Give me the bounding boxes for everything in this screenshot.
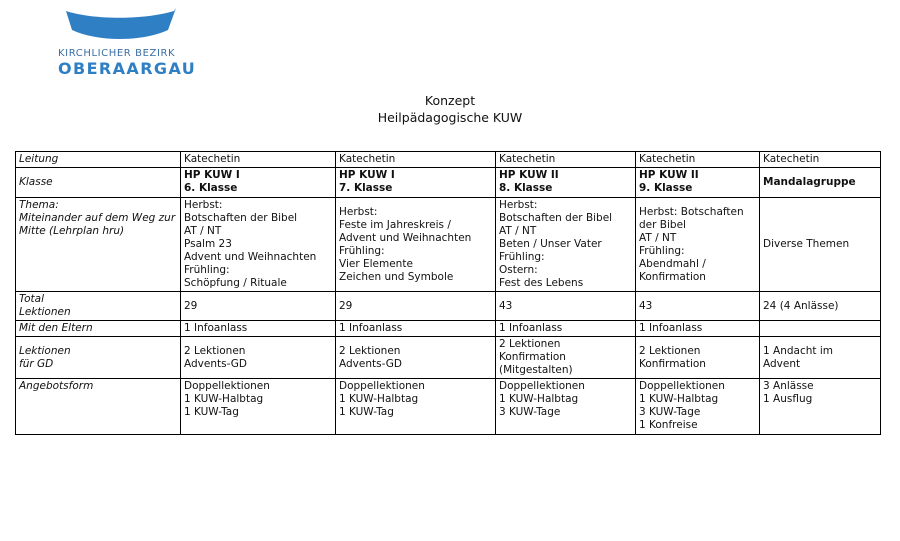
boat-logo-icon: [64, 8, 176, 42]
gd-line: 2 Lektionen: [184, 344, 246, 357]
thema-line: Zeichen und Symbole: [339, 270, 454, 283]
cell-klasse: [760, 168, 881, 198]
thema-line: Frühling:: [499, 251, 545, 263]
angebot-line: 1 KUW-Halbtag: [339, 393, 419, 405]
row-label-total: [16, 292, 181, 321]
row-label-eltern: Mit den Eltern: [16, 321, 181, 337]
thema-line: Vier Elemente: [339, 257, 413, 270]
cell-klasse: [496, 168, 636, 198]
thema-label: Thema:: [19, 199, 59, 211]
cell-eltern: 1 Infoanlass: [181, 321, 336, 337]
thema-line: Schöpfung / Rituale: [184, 277, 287, 289]
gd-line: 1 Andacht im: [763, 344, 833, 357]
angebot-line: Doppellektionen: [339, 380, 425, 392]
cell-eltern: [760, 321, 881, 337]
klasse-name: HP KUW I: [339, 169, 395, 181]
angebot-line: Doppellektionen: [184, 380, 270, 392]
thema-line: Herbst:: [339, 205, 378, 218]
thema-line: Diverse Themen: [763, 238, 850, 250]
cell-angebot: [181, 379, 336, 435]
angebot-line: 3 Anlässe: [763, 380, 814, 392]
thema-line: Fest des Lebens: [499, 277, 584, 289]
row-label-thema: [16, 198, 181, 292]
angebot-line: 1 KUW-Tag: [184, 406, 239, 418]
gd-line: Konfirmation: [639, 357, 706, 370]
cell-thema: [496, 198, 636, 292]
gd-line: Advent: [763, 357, 801, 370]
klasse-name: Mandalagruppe: [763, 176, 856, 188]
angebot-line: 3 KUW-Tage: [499, 406, 561, 418]
cell-thema: [760, 198, 881, 292]
gd-line: Konfirmation: [499, 351, 566, 363]
cell-gd: [336, 337, 496, 379]
cell-gd: [496, 337, 636, 379]
total-label: Total: [19, 293, 45, 305]
angebot-line: 1 Konfreise: [639, 419, 698, 431]
row-label-angebot: Angebotsform: [16, 379, 181, 435]
thema-line: AT / NT: [184, 225, 222, 237]
thema-line: Abendmahl /: [639, 257, 706, 270]
thema-description: Miteinander auf dem Weg zur Mitte (Lehrplan hru): [19, 212, 176, 237]
row-label-leitung: Leitung: [16, 152, 181, 168]
cell-eltern: 1 Infoanlass: [336, 321, 496, 337]
gd-line: 2 Lektionen: [339, 344, 401, 357]
thema-line: Frühling:: [639, 244, 685, 257]
document-title: Konzept: [424, 93, 476, 108]
cell-total: 43: [496, 292, 636, 321]
thema-line: Advent und Weihnachten: [339, 231, 472, 244]
cell-klasse: [636, 168, 760, 198]
row-angebot: [16, 379, 881, 435]
angebot-line: Doppellektionen: [639, 380, 725, 392]
cell-klasse: [336, 168, 496, 198]
row-eltern: [16, 321, 881, 337]
angebot-line: 1 KUW-Tag: [339, 406, 394, 418]
cell-total: 24 (4 Anlässe): [760, 292, 881, 321]
thema-line: Botschaften der Bibel: [184, 212, 298, 224]
gd-line: (Mitgestalten): [499, 364, 573, 376]
thema-line: der Bibel: [639, 218, 686, 231]
logo-text-line1: KIRCHLICHER BEZIRK: [58, 48, 176, 59]
thema-line: Herbst: Botschaften: [639, 205, 744, 218]
cell-total: 29: [181, 292, 336, 321]
logo: [58, 8, 197, 78]
angebot-line: 1 Ausflug: [763, 393, 813, 405]
cell-angebot: [496, 379, 636, 435]
thema-line: Beten / Unser Vater: [499, 238, 602, 250]
klasse-level: 7. Klasse: [339, 182, 393, 194]
gd-line: 2 Lektionen: [499, 338, 561, 350]
angebot-line: 1 KUW-Halbtag: [184, 393, 264, 405]
gd-line: 2 Lektionen: [639, 344, 701, 357]
angebot-line: 1 KUW-Halbtag: [639, 393, 719, 405]
thema-line: Advent und Weihnachten: [184, 251, 317, 263]
thema-line: Frühling:: [184, 264, 230, 276]
cell-leitung: Katechetin: [636, 152, 760, 168]
row-label-klasse: Klasse: [16, 168, 181, 198]
thema-line: AT / NT: [639, 231, 677, 244]
thema-line: Feste im Jahreskreis /: [339, 218, 451, 231]
klasse-level: 8. Klasse: [499, 182, 553, 194]
angebot-line: 3 KUW-Tage: [639, 406, 701, 418]
thema-line: Herbst:: [184, 199, 223, 211]
row-klasse: [16, 168, 881, 198]
cell-eltern: 1 Infoanlass: [636, 321, 760, 337]
gd-line: Advents-GD: [184, 357, 247, 370]
angebot-line: 1 KUW-Halbtag: [499, 393, 579, 405]
document-subtitle: Heilpädagogische KUW: [377, 110, 523, 125]
klasse-name: HP KUW II: [639, 169, 699, 181]
cell-gd: [181, 337, 336, 379]
thema-line: Ostern:: [499, 264, 538, 276]
gd-label: für GD: [19, 357, 54, 370]
cell-leitung: Katechetin: [336, 152, 496, 168]
klasse-name: HP KUW I: [184, 169, 240, 181]
cell-gd: [760, 337, 881, 379]
gd-label: Lektionen: [19, 344, 71, 357]
klasse-level: 9. Klasse: [639, 182, 693, 194]
cell-gd: [636, 337, 760, 379]
angebot-line: Doppellektionen: [499, 380, 585, 392]
cell-leitung: Katechetin: [181, 152, 336, 168]
thema-line: Frühling:: [339, 244, 385, 257]
thema-line: AT / NT: [499, 225, 537, 237]
cell-thema: [336, 198, 496, 292]
cell-angebot: [336, 379, 496, 435]
cell-total: 43: [636, 292, 760, 321]
thema-line: Botschaften der Bibel: [499, 212, 613, 224]
klasse-level: 6. Klasse: [184, 182, 238, 194]
total-label: Lektionen: [19, 306, 71, 318]
row-leitung: [16, 152, 881, 168]
cell-thema: [636, 198, 760, 292]
cell-angebot: [636, 379, 760, 435]
logo-text-line2: OBERAARGAU: [58, 59, 197, 78]
kuw-overview-table: [15, 151, 881, 435]
row-total: [16, 292, 881, 321]
cell-angebot: [760, 379, 881, 435]
gd-line: Advents-GD: [339, 357, 402, 370]
cell-leitung: Katechetin: [496, 152, 636, 168]
cell-thema: [181, 198, 336, 292]
thema-line: Konfirmation: [639, 270, 706, 283]
klasse-name: HP KUW II: [499, 169, 559, 181]
thema-line: Herbst:: [499, 199, 538, 211]
row-label-gd: [16, 337, 181, 379]
thema-line: Psalm 23: [184, 238, 232, 250]
row-thema: [16, 198, 881, 292]
cell-total: 29: [336, 292, 496, 321]
cell-eltern: 1 Infoanlass: [496, 321, 636, 337]
row-gd: [16, 337, 881, 379]
cell-leitung: Katechetin: [760, 152, 881, 168]
cell-klasse: [181, 168, 336, 198]
